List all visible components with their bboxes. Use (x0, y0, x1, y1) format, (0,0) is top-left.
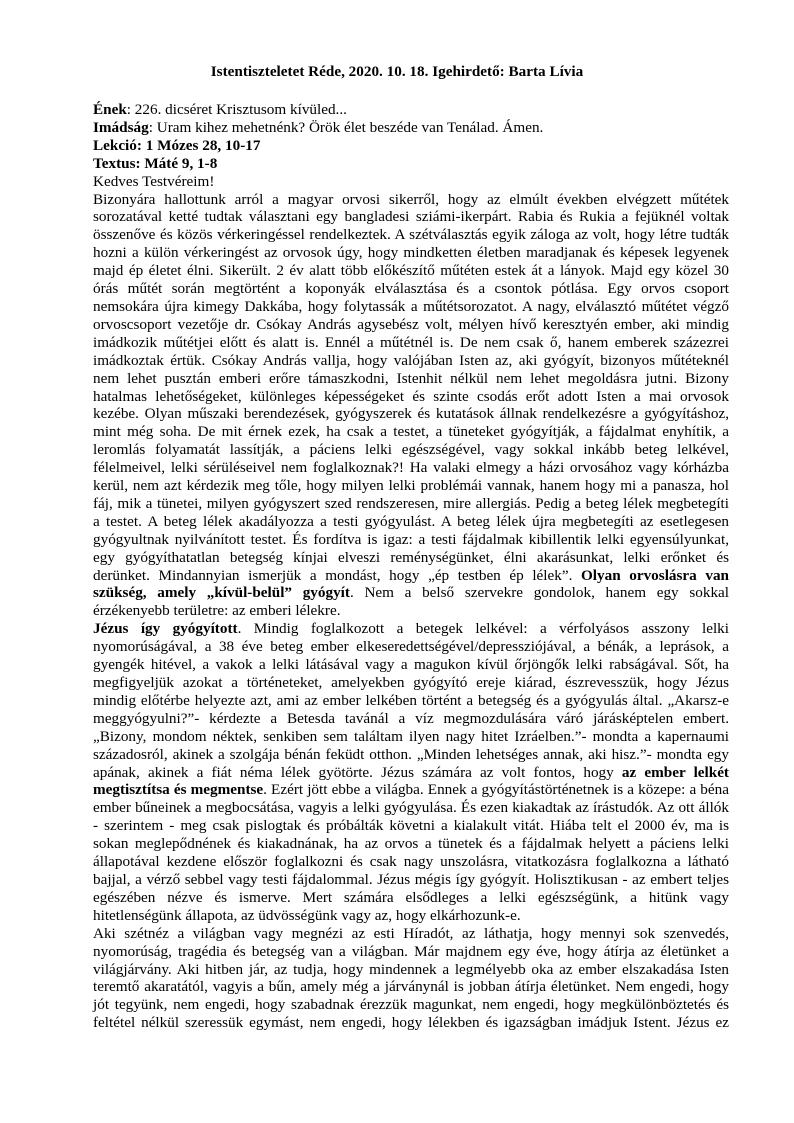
text-line (93, 244, 729, 262)
text-segment: orvoscsoport vezetője dr. Csókay András agysebész volt, mélyen hívő keresztyén ember, aki mindig (93, 315, 729, 333)
text-line (93, 370, 729, 388)
text-segment: a testet. A beteg lélek akadályozza a testi gyógyulást. A beteg lélek újra megbetegíti az esetlegesen (93, 512, 729, 530)
text-line (93, 208, 729, 226)
text-segment: századosról, akinek a szolgája bénán feküdt otthon. „Minden lehetséges annak, aki hisz.”- mondta egy (93, 745, 729, 763)
text-segment: sorozatával ketté tudtak választani egy bangladesi sziámi-ikerpárt. Rabia és Rukia a fejüknél voltak (93, 208, 729, 226)
text-segment: imádkozik műtétjei előtt és alatt is. Ennél a műtétnél is. De nem csak ő, hanem emberek százezrei (93, 333, 729, 351)
bold-text-segment: szükség, amely „kívül-belül” gyógyít (93, 584, 350, 602)
text-line (93, 943, 729, 961)
text-line (93, 280, 729, 298)
text-segment: feltétel nélkül szeressük egymást, nem engedi, hogy lélekben és igazságban imádjuk Istent. Jézus ez (93, 1014, 729, 1032)
text-segment: nyomorúság, tragédia és betegség van a világban. Már majdnem egy éve, hogy átírja az életünket a (93, 942, 729, 960)
text-segment: hitetlenségünk állapota, az üdvösségünk vagy az, hogy elkárhozunk-e. (93, 906, 521, 924)
text-segment: bajjal, a vérző sebbel vagy testi fájdalommal. Jézus mégis így gyógyít. Holisztikusan - az embert teljes (93, 870, 729, 888)
text-line (93, 746, 729, 764)
textus-line (93, 155, 729, 173)
text-segment: megfigyeljük azokat a történeteket, amelyekben gyógyító ereje kiárad, észrevesszük, hogy Jézus (93, 674, 729, 691)
bold-text-segment: Jézus így gyógyított (93, 620, 238, 638)
text-line (93, 459, 729, 477)
text-line (93, 764, 729, 782)
text-line (93, 799, 729, 817)
prayer-line (93, 119, 729, 137)
text-line (93, 405, 729, 423)
text-segment: hatalmas lehetőségeket, különleges képességeket és szinte csodás erőt adott Isten a mai orvosok (93, 387, 729, 405)
text-line (93, 388, 729, 406)
sermon-text (93, 173, 729, 1033)
text-segment: majd ép életet élni. Sikerült. 2 év alatt több előkészítő műtéten estek át a lányok. Majd egy közel 30 (93, 262, 729, 280)
text-line (93, 191, 729, 209)
lection-text: Lekció: 1 Mózes 28, 10-17 (93, 136, 261, 154)
text-line (93, 692, 729, 710)
text-segment: mint még soha. De mit érnek ezek, ha csak a testet, a tüneteket gyógyítják, a fájdalmat enyhítik, a (93, 423, 729, 441)
text-segment: kerül, nem azt kérdezik meg tőle, hogy milyen lelki problémái vannak, hanem hogy mi a panasza, hol (93, 477, 729, 495)
text-segment: . Ezért jött ebbe a világba. Ennek a gyógyítástörténetnek is a közepe: a béna (263, 781, 729, 799)
text-line (93, 835, 729, 853)
text-segment: egészében nézve és ismerve. Mert számára elsődleges a lelki egészségünk, a hitünk vagy (93, 888, 729, 906)
text-line (93, 853, 729, 871)
text-segment: világjárvány. Aki hitben jár, az tudja, hogy mindennek a legmélyebb oka az ember elszakadása Isten (93, 960, 729, 978)
text-line (93, 871, 729, 889)
text-segment: Kedves Testvéreim! (93, 172, 215, 190)
text-line (93, 549, 729, 567)
text-segment: összenőve és közös vérkeringéssel rendelkeztek. A szétválasztás egyik záloga az volt, hogy létre tudták (93, 226, 729, 244)
text-line (93, 710, 729, 728)
prayer-label: Imádság (93, 118, 149, 136)
text-line (93, 907, 729, 925)
text-segment: egy gyógyíthatatlan betegség kínjai elveszi reménységünket, élni akarásunkat, lelki erőnket és (93, 548, 729, 566)
bold-text-segment: az ember lelkét (621, 763, 729, 781)
text-line (93, 584, 729, 602)
text-line (93, 674, 729, 692)
text-line (93, 423, 729, 441)
text-line (93, 728, 729, 746)
text-line (93, 298, 729, 316)
text-segment: érzékenyebb területre: az emberi lélekre. (93, 602, 341, 620)
text-segment: jót tegyünk, nem engedi, hogy szabadnak érezzük magunkat, nem engedi, hogy megkülönböztetés és (93, 996, 729, 1014)
text-line (93, 495, 729, 513)
text-line (93, 656, 729, 674)
text-line (93, 620, 729, 638)
text-line (93, 817, 729, 835)
text-line (93, 352, 729, 370)
prayer-text: : Uram kihez mehetnénk? Örök élet beszéde van Tenálad. Ámen. (148, 118, 544, 136)
bold-text-segment: Olyan orvoslásra van (580, 566, 729, 584)
text-segment: kezébe. Olyan műszaki berendezések, gyógyszerek és kutatások állnak rendelkezésre a gyógyításhoz, (93, 405, 729, 423)
text-segment: félelmeivel, lelki sérüléseivel nem foglalkoznak?! Ha valaki elmegy a házi orvosához vagy kórházba (93, 459, 729, 477)
text-line (93, 638, 729, 656)
text-line (93, 441, 729, 459)
text-segment: sokan meglepődnének és kiakadnának, ha az orvos a tünetek és a fájdalmak helyett a páciens lelki (93, 835, 729, 853)
text-segment: . Nem a belső szervekre gondolok, hanem egy sokkal (349, 584, 729, 602)
text-segment: mindig előtérbe helyezte azt, ami az ember lelkében történt a betegség és a gyógyulás által. „Akarsz-e (93, 691, 729, 709)
text-segment: teremtő akaratától, vagyis a bűn, amely még a járványnál is jobban átírja életünket. Nem engedi, hogy (93, 978, 729, 996)
text-segment: gyengék hitével, a vakok a lelki látásával vagy a magukon kívül őrjöngők lelki rabságával. Sőt, ha (93, 656, 729, 674)
text-segment: leromlás folyamatát lassítják, a páciens lelki egészségével, vagy sokkal inkább beteg lelkével, (93, 441, 729, 459)
text-segment: meggyógyulni?”- kérdezte a Betesda tavánál a víz megmozdulására váró járásképtelen embert. (93, 709, 729, 727)
text-line (93, 262, 729, 280)
text-segment: fáj, mik a tünetei, milyen gyógyszert szed rendszeresen, mire allergiás. Pedig a beteg lélek megbetegíti (93, 494, 729, 512)
text-line (93, 226, 729, 244)
song-text: : 226. dicséret Krisztusom kívüled... (126, 101, 347, 118)
text-segment: derünket. Mindannyian ismerjük a mondást, hogy „ép testben ép lélek”. (93, 566, 581, 584)
text-segment: apának, akinek a fiát néma lélek gyötörte. Jézus számára az volt fontos, hogy (93, 763, 622, 781)
text-line (93, 978, 729, 996)
document-title: Istentiszteletet Réde, 2020. 10. 18. Igehirdető: Barta Lívia (210, 63, 584, 80)
text-line (93, 996, 729, 1014)
document-body (93, 101, 729, 1032)
text-line (93, 173, 729, 191)
text-line (93, 925, 729, 943)
song-label: Ének (93, 101, 127, 118)
textus-text: Textus: Máté 9, 1-8 (93, 154, 218, 172)
text-segment: - szerintem - meg csak pislogtak és próbálták követni a kialakult vitát. Hiába telt el 2000 év, ma is (93, 817, 729, 835)
text-segment: gyógyultnak nyilvánított testet. És fordítva is igaz: a testi fájdalmak kibillentik lelki egyensúlyunkat, (93, 530, 729, 548)
text-segment: imádkoztak értük. Csókay András vallja, hogy valójában Isten az, aki gyógyít, bizonyos műtéteknél (93, 351, 729, 369)
text-segment: nemsokára újra kimegy Dakkába, hogy folytassák a műtétsorozatot. A nagy, elválasztó műtétet végző (93, 297, 729, 315)
song-line (93, 101, 729, 119)
bold-text-segment: megtisztítsa és megmentse (93, 781, 264, 799)
text-segment: órás műtét során megtörtént a koponyák elválasztása és a csontok pótlása. Egy orvos csoport (93, 280, 729, 298)
text-line (93, 513, 729, 531)
text-line (93, 781, 729, 799)
text-segment: állapotával kezdene először foglalkozni és csak nagy unszolásra, vitatkozásra foglalkozna a látható (93, 853, 729, 871)
text-segment: Bizonyára hallottunk arról a magyar orvosi sikerről, hogy az elmúlt években elvégzett műtétek (93, 190, 729, 208)
text-segment: nyomorúságával, a 38 éve beteg ember elkeseredettségével/depressziójával, a bénák, a leprások, a (93, 638, 729, 656)
text-line (93, 1014, 729, 1032)
text-segment: „Bizony, mondom néktek, senkiben sem találtam ilyen nagy hitet Izráelben.”- mondta a kapernaumi (93, 727, 729, 745)
text-segment: hozni a külön vérkeringést az orvosok úgy, hogy mindketten életben maradjanak és képesek legyenek (93, 244, 729, 262)
text-line (93, 477, 729, 495)
text-line (93, 567, 729, 585)
text-line (93, 531, 729, 549)
text-segment: Aki szétnéz a világban vagy megnézi az esti Híradót, az láthatja, hogy mennyi sok szenvedés, (93, 924, 729, 942)
text-line (93, 334, 729, 352)
text-line (93, 961, 729, 979)
text-segment: . Mindig foglalkozott a betegek lelkével: a vérfolyásos asszony lelki (237, 620, 729, 638)
text-segment: nem lehet pusztán emberi erőre támaszkodni, Istenhit nélkül nem lehet megoldásra jutni. Bizony (93, 369, 729, 387)
text-segment: ember bűneinek a megbocsátása, vagyis a lelki gyógyulása. És ezen kiakadtak az írástudók. Az ott állók (93, 799, 729, 817)
lection-line (93, 137, 729, 155)
text-line (93, 889, 729, 907)
text-line (93, 602, 729, 620)
text-line (93, 316, 729, 334)
